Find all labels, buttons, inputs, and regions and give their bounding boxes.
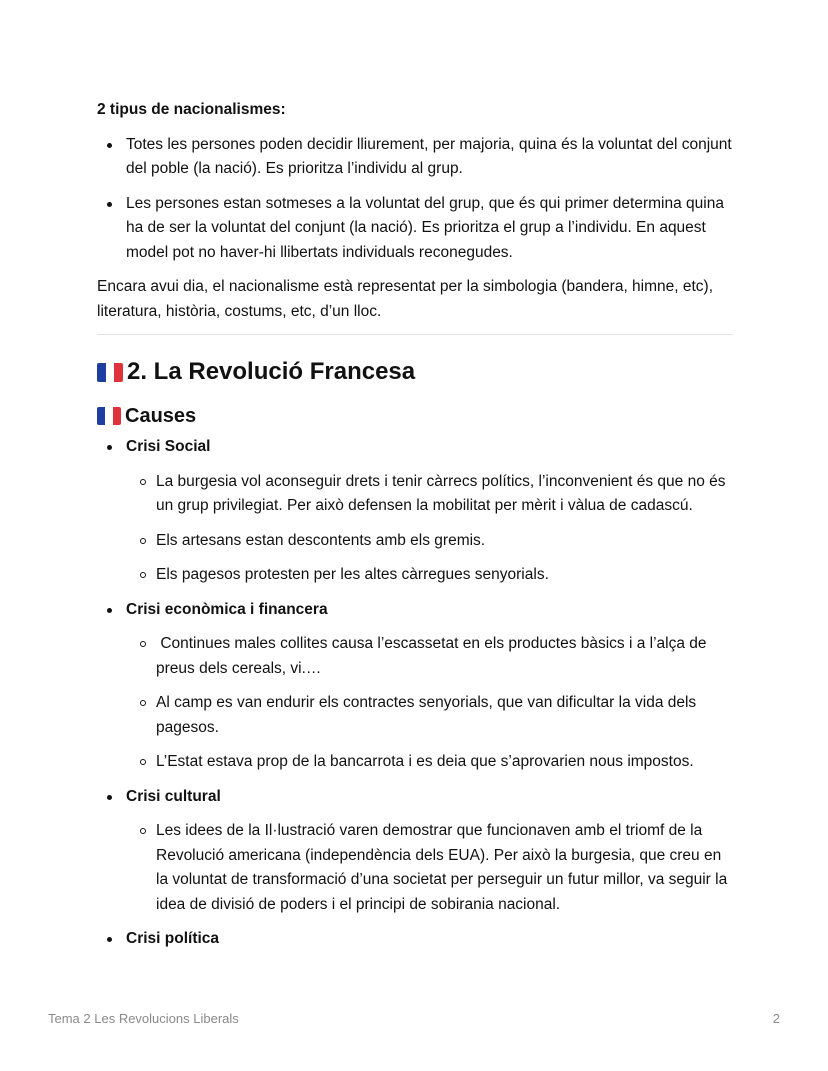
list-item: Els pagesos protesten per les altes càrregues senyorials. <box>97 563 733 588</box>
nationalism-types-list <box>97 133 733 266</box>
page-footer <box>48 1011 780 1026</box>
france-flag-icon <box>97 363 123 382</box>
cause-economic: Crisi econòmica i financera <box>97 598 733 623</box>
causes-heading-text: Causes <box>125 405 197 427</box>
footer-doc-title: Tema 2 Les Revolucions Liberals <box>48 1011 239 1026</box>
cause-cultural: Crisi cultural <box>97 785 733 810</box>
list-item: L’Estat estava prop de la bancarrota i es deia que s’aprovarien nous impostos. <box>97 750 733 775</box>
divider <box>97 334 733 335</box>
section-title <box>97 357 733 387</box>
list-item: Les idees de la Il·lustració varen demostrar que funcionaven amb el triomf de la Revolució americana (independència dels EUA). Per això la burgesia, que creu en la voluntat de transformació d’una societat per perseguir un futur millor, va seguir la idea de divisió de poders i el principi de sobirania nacional. <box>97 819 733 917</box>
nationalism-paragraph: Encara avui dia, el nacionalisme està representat per la simbologia (bandera, himne, etc), literatura, història, costums, etc, d’un lloc. <box>97 278 714 320</box>
section-title-text: 2. La Revolució Francesa <box>127 358 416 385</box>
list-item: Les persones estan sotmeses a la voluntat del grup, que és qui primer determina quina ha de ser la voluntat del conjunt (la nació). Es prioritza el grup a l’individu. En aquest model pot no haver-hi llibertats individuals reconegudes. <box>97 192 733 266</box>
list-item: Els artesans estan descontents amb els gremis. <box>97 529 733 554</box>
causes-list <box>97 435 733 952</box>
causes-heading <box>97 403 733 429</box>
cause-political: Crisi política <box>97 927 733 952</box>
footer-page-number: 2 <box>772 1011 780 1026</box>
france-flag-icon <box>97 407 121 425</box>
list-item: Totes les persones poden decidir lliurement, per majoria, quina és la voluntat del conjunt del poble (la nació). Es prioritza l’individu al grup. <box>97 133 733 182</box>
list-item: Continues males collites causa l’escassetat en els productes bàsics i a l’alça de preus dels cereals, vi.… <box>97 632 733 681</box>
list-item: La burgesia vol aconseguir drets i tenir càrrecs polítics, l’inconvenient és que no és un grup privilegiat. Per això defensen la mobilitat per mèrit i vàlua de cadascú. <box>97 470 733 519</box>
nationalism-types-heading: 2 tipus de nacionalismes: <box>97 101 286 118</box>
page-content <box>97 98 733 952</box>
cause-social: Crisi Social <box>97 435 733 460</box>
list-item: Al camp es van endurir els contractes senyorials, que van dificultar la vida dels pagesos. <box>97 691 733 740</box>
